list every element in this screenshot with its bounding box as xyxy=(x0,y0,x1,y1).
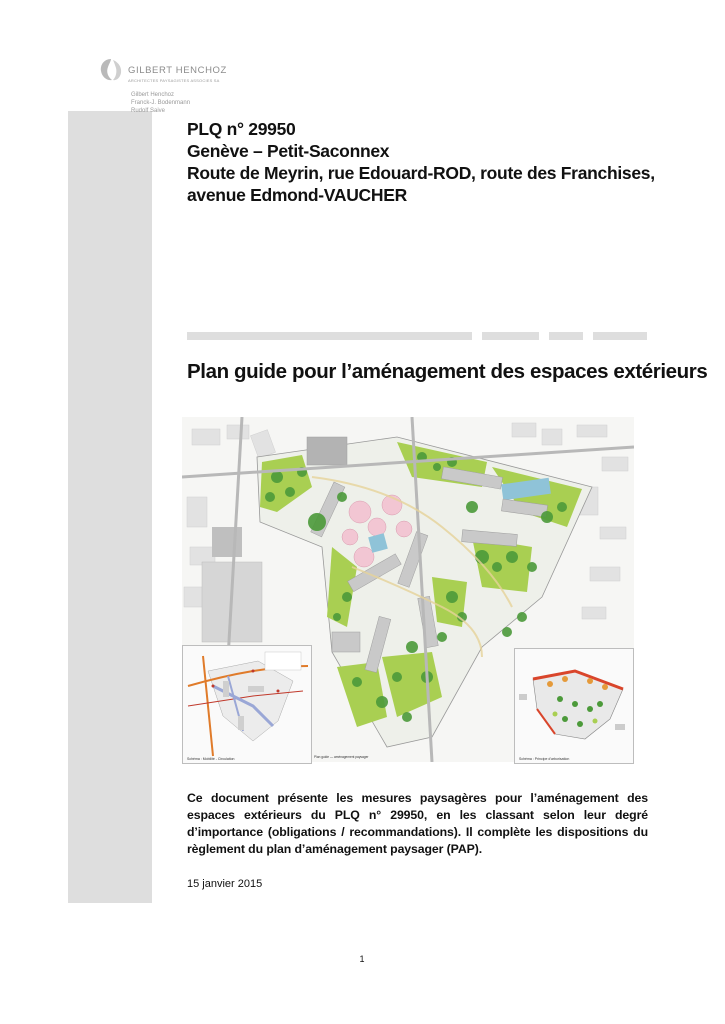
abstract-paragraph: Ce document présente les mesures paysagères pour l’aménagement des espaces extérieurs du PLQ n° 29950, en les classant selon leur degré d’importance (obligations / recommandations). Il complète les dispositions du règlement du plan d’aménagement paysager (PAP). xyxy=(187,791,648,856)
partner-name: Rudolf Saive xyxy=(131,108,166,114)
divider-rule xyxy=(187,332,472,340)
plan-caption: Plan guide — aménagement paysager xyxy=(314,755,369,759)
title-line: avenue Edmond-VAUCHER xyxy=(187,185,407,205)
title-line: PLQ n° 29950 xyxy=(187,119,296,139)
divider-rule xyxy=(593,332,647,340)
document-date: 15 janvier 2015 xyxy=(187,878,263,890)
sidebar-band xyxy=(68,111,152,903)
document-title xyxy=(187,118,667,206)
trees-inset xyxy=(514,648,634,764)
divider-rule xyxy=(549,332,583,340)
partner-name: Gilbert Henchoz xyxy=(131,92,175,98)
title-line: Genève – Petit-Saconnex xyxy=(187,141,390,161)
title-line: Route de Meyrin, rue Edouard-ROD, route des Franchises, xyxy=(187,163,655,183)
logo-subtitle: ARCHITECTES PAYSAGISTES ASSOCIES SA xyxy=(128,78,220,83)
document-subtitle: Plan guide pour l’aménagement des espaces extérieurs xyxy=(187,360,708,383)
divider-rule xyxy=(482,332,539,340)
partner-list xyxy=(131,91,190,115)
page-number: 1 xyxy=(359,954,365,964)
inset-caption: Schéma : Mobilité - Circulation xyxy=(187,757,235,761)
mobility-inset xyxy=(182,645,312,764)
logo-mark-icon xyxy=(97,56,125,84)
inset-caption: Schéma : Principe d'arborisation xyxy=(519,757,570,761)
logo-name: GILBERT HENCHOZ xyxy=(128,65,227,76)
partner-name: Franck-J. Bodenmann xyxy=(131,100,191,106)
